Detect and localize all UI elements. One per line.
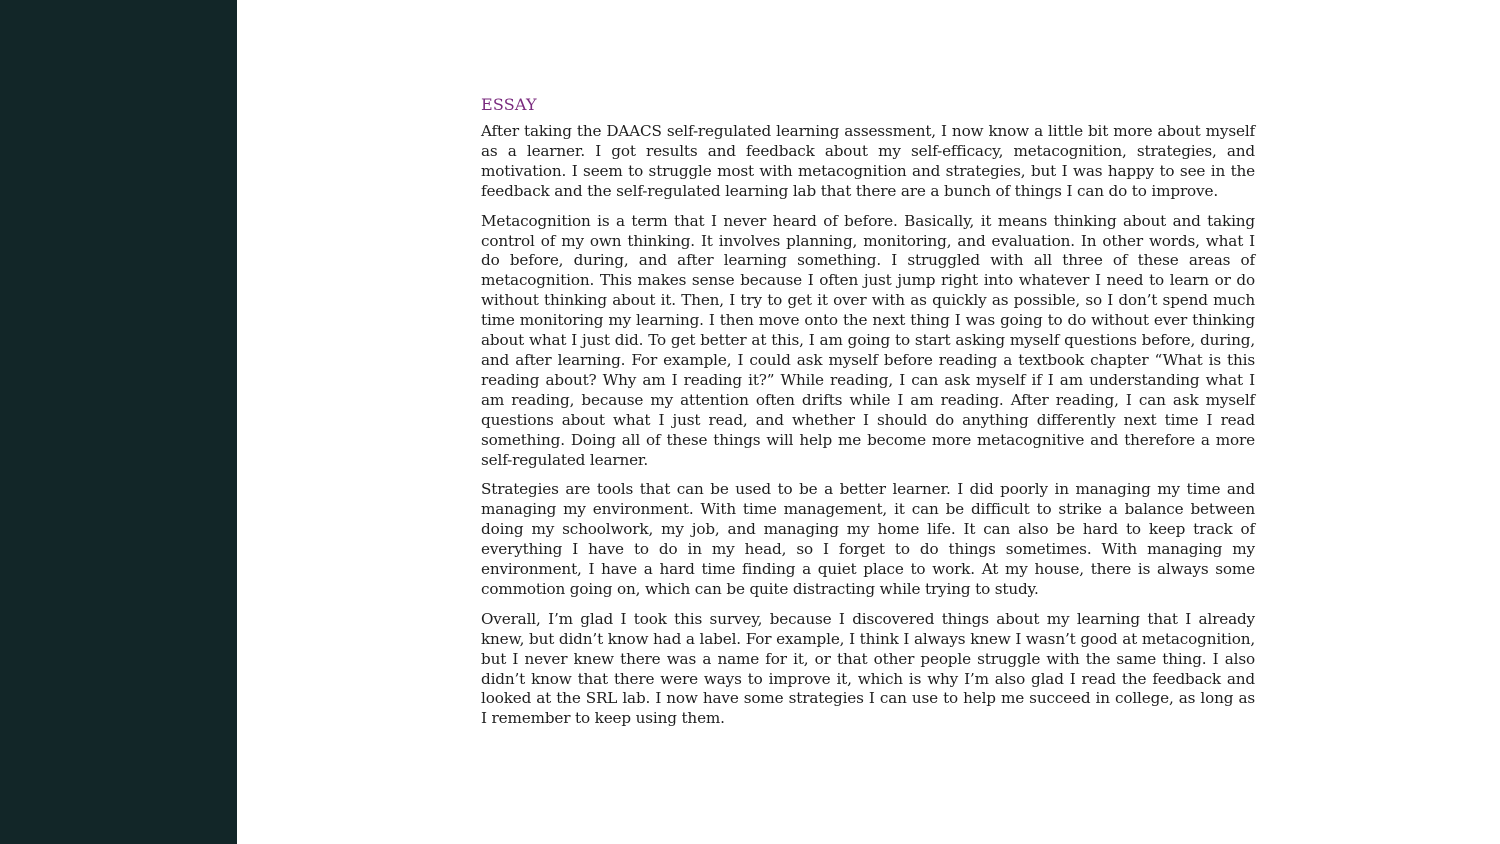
essay-paragraph-4: Overall, I’m glad I took this survey, because I discovered things about my learning that I already knew, but didn’t know had a label. For example, I think I always knew I wasn’t good at metacognition, but I never knew there was a name for it, or that other people struggle with the same thing. I also didn’t know that there were ways to improve it, which is why I’m also glad I read the feedback and looked at the SRL lab. I now have some strategies I can use to help me succeed in college, as long as I remember to keep using them. [481, 609, 1255, 728]
essay-paragraph-3: Strategies are tools that can be used to be a better learner. I did poorly in managing my time and managing my environment. With time management, it can be difficult to strike a balance between doing my schoolwork, my job, and managing my home life. It can also be hard to keep track of everything I have to do in my head, so I forget to do things sometimes. With managing my environment, I have a hard time finding a quiet place to work. At my house, there is always some commotion going on, which can be quite distracting while trying to study. [481, 480, 1255, 598]
essay-paragraph-1: After taking the DAACS self-regulated learning assessment, I now know a little bit more about myself as a learner. I got results and feedback about my self-efficacy, metacognition, strategies, and motivation. I seem to struggle most with metacognition and strategies, but I was happy to see in the feedback and the self-regulated learning lab that there are a bunch of things I can do to improve. [481, 122, 1255, 200]
document-page [237, 0, 1500, 844]
essay-paragraph-2: Metacognition is a term that I never heard of before. Basically, it means thinking about and taking control of my own thinking. It involves planning, monitoring, and evaluation. In other words, what I do before, during, and after learning something. I struggled with all three of these areas of metacognition. This makes sense because I often just jump right into whatever I need to learn or do without thinking about it. Then, I try to get it over with as quickly as possible, so I don’t spend much time monitoring my learning. I then move onto the next thing I was going to do without ever thinking about what I just did. To get better at this, I am going to start asking myself questions before, during, and after learning. For example, I could ask myself before reading a textbook chapter “What is this reading about? Why am I reading it?” While reading, I can ask myself if I am understanding what I am reading, because my attention often drifts while I am reading. After reading, I can ask myself questions about what I just read, and whether I should do anything differently next time I read something. Doing all of these things will help me become more metacognitive and therefore a more self-regulated learner. [481, 211, 1255, 469]
sidebar-panel [0, 0, 237, 844]
essay-heading: ESSAY [481, 95, 537, 114]
essay-content [481, 94, 1255, 739]
